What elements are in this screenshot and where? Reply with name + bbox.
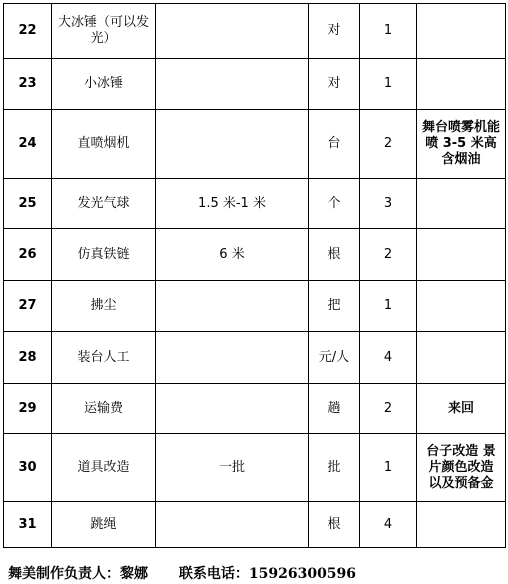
item-note: 舞台喷雾机能喷 3-5 米高含烟油 xyxy=(417,110,506,179)
table-row xyxy=(4,281,506,332)
item-unit: 根 xyxy=(309,229,360,281)
item-note xyxy=(417,502,506,548)
item-name: 仿真铁链 xyxy=(52,229,156,281)
item-quantity: 2 xyxy=(360,110,417,179)
row-number: 23 xyxy=(4,59,52,110)
item-note xyxy=(417,281,506,332)
item-name: 运输费 xyxy=(52,384,156,434)
table-row xyxy=(4,434,506,502)
row-number: 30 xyxy=(4,434,52,502)
item-unit: 把 xyxy=(309,281,360,332)
manager-label: 舞美制作负责人： xyxy=(8,566,120,582)
item-note xyxy=(417,229,506,281)
item-quantity: 1 xyxy=(360,281,417,332)
item-name: 直喷烟机 xyxy=(52,110,156,179)
item-spec xyxy=(156,4,309,59)
item-unit: 对 xyxy=(309,59,360,110)
item-quantity: 1 xyxy=(360,434,417,502)
item-note: 来回 xyxy=(417,384,506,434)
table-row xyxy=(4,502,506,548)
item-unit: 对 xyxy=(309,4,360,59)
item-unit: 根 xyxy=(309,502,360,548)
item-quantity: 4 xyxy=(360,332,417,384)
item-quantity: 1 xyxy=(360,4,417,59)
table-row xyxy=(4,229,506,281)
table-row xyxy=(4,179,506,229)
row-number: 25 xyxy=(4,179,52,229)
row-number: 22 xyxy=(4,4,52,59)
item-spec: 6 米 xyxy=(156,229,309,281)
item-name: 装台人工 xyxy=(52,332,156,384)
item-spec: 1.5 米-1 米 xyxy=(156,179,309,229)
item-unit: 元/人 xyxy=(309,332,360,384)
row-number: 31 xyxy=(4,502,52,548)
item-name: 道具改造 xyxy=(52,434,156,502)
item-quantity: 1 xyxy=(360,59,417,110)
item-name: 小冰锤 xyxy=(52,59,156,110)
item-note: 台子改造 景片颜色改造 以及预备金 xyxy=(417,434,506,502)
item-quantity: 3 xyxy=(360,179,417,229)
row-number: 29 xyxy=(4,384,52,434)
item-spec: 一批 xyxy=(156,434,309,502)
table-row xyxy=(4,59,506,110)
item-spec xyxy=(156,281,309,332)
item-unit: 台 xyxy=(309,110,360,179)
item-note xyxy=(417,179,506,229)
item-name: 跳绳 xyxy=(52,502,156,548)
phone-number: 15926300596 xyxy=(248,566,357,582)
row-number: 26 xyxy=(4,229,52,281)
item-note xyxy=(417,332,506,384)
item-unit: 趟 xyxy=(309,384,360,434)
item-spec xyxy=(156,110,309,179)
table-row xyxy=(4,4,506,59)
item-spec xyxy=(156,332,309,384)
table-row xyxy=(4,110,506,179)
item-spec xyxy=(156,384,309,434)
item-note xyxy=(417,4,506,59)
footer xyxy=(8,563,356,583)
item-spec xyxy=(156,502,309,548)
manager-name: 黎娜 xyxy=(120,566,148,582)
item-note xyxy=(417,59,506,110)
items-table xyxy=(3,3,506,548)
item-quantity: 2 xyxy=(360,229,417,281)
item-spec xyxy=(156,59,309,110)
item-unit: 批 xyxy=(309,434,360,502)
phone-label: 联系电话： xyxy=(178,566,249,582)
table-row xyxy=(4,384,506,434)
item-quantity: 2 xyxy=(360,384,417,434)
item-unit: 个 xyxy=(309,179,360,229)
row-number: 28 xyxy=(4,332,52,384)
item-name: 拂尘 xyxy=(52,281,156,332)
row-number: 24 xyxy=(4,110,52,179)
row-number: 27 xyxy=(4,281,52,332)
table-row xyxy=(4,332,506,384)
item-quantity: 4 xyxy=(360,502,417,548)
item-name: 发光气球 xyxy=(52,179,156,229)
item-name: 大冰锤（可以发光） xyxy=(52,4,156,59)
